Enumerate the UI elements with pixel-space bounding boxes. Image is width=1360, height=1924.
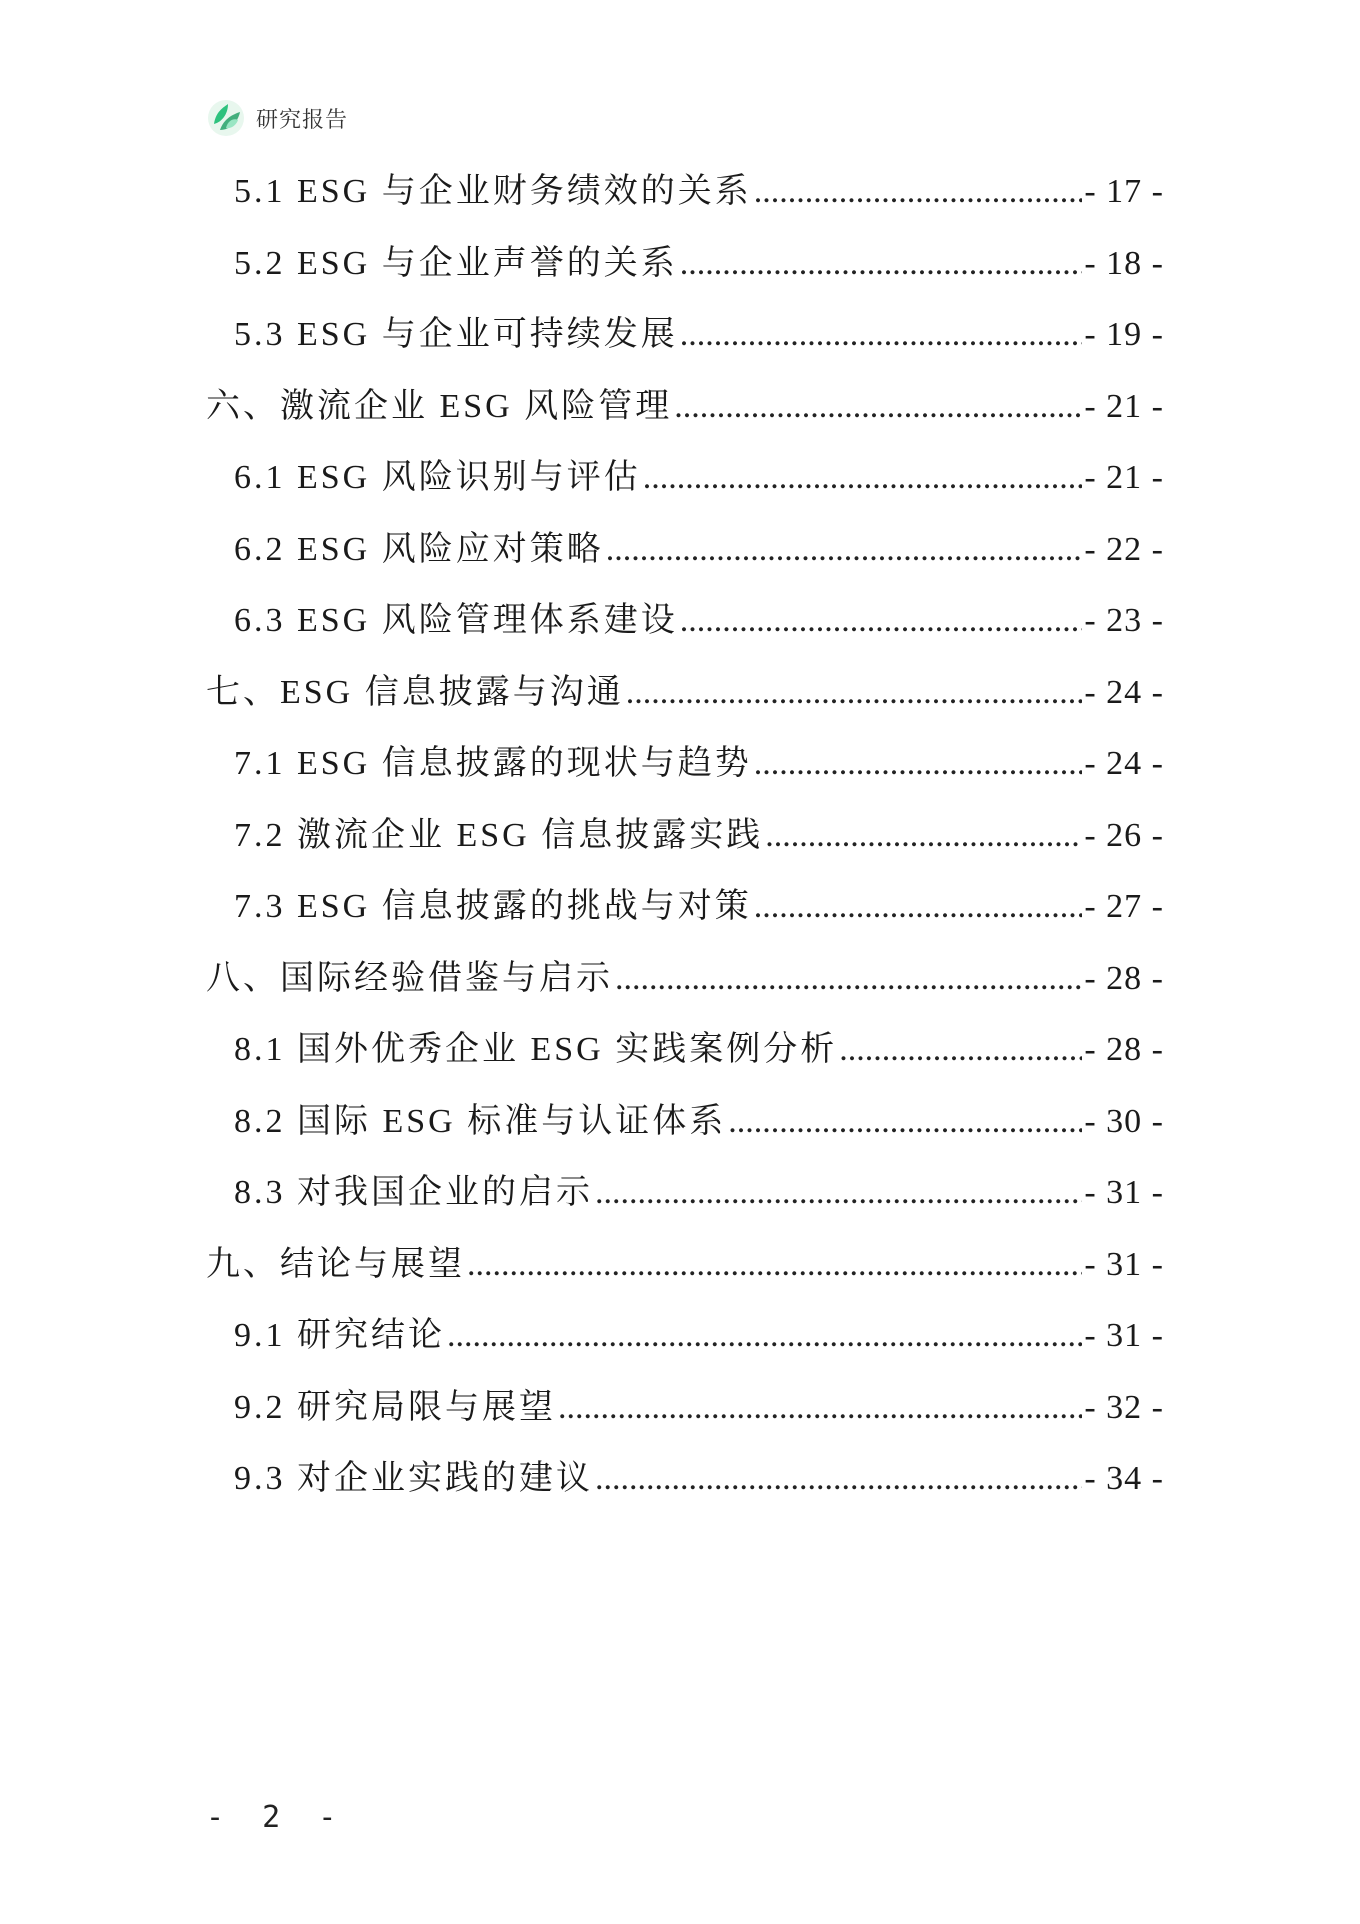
toc-entry[interactable]: [234, 1314, 1164, 1358]
toc-entry-page: - 23 -: [1084, 602, 1164, 639]
toc-entry-title: 5.1 ESG 与企业财务绩效的关系: [234, 173, 752, 210]
toc-dot-leader: [680, 599, 1083, 643]
toc-entry-page: - 32 -: [1084, 1388, 1164, 1426]
toc-entry[interactable]: [234, 1100, 1164, 1144]
toc-dot-leader: [606, 528, 1083, 572]
toc-entry-page: - 24 -: [1084, 745, 1164, 782]
toc-entry[interactable]: [234, 742, 1164, 786]
toc-entry-page: - 21 -: [1084, 459, 1164, 496]
toc-dot-leader: [754, 742, 1083, 786]
toc-entry-title: 八、国际经验借鉴与启示: [206, 959, 613, 997]
toc-dot-leader: [754, 885, 1083, 929]
toc-entry-page: - 34 -: [1084, 1460, 1164, 1497]
toc-entry[interactable]: [234, 313, 1164, 357]
toc-entry-page: - 28 -: [1084, 959, 1164, 997]
toc-entry-title: 6.3 ESG 风险管理体系建设: [234, 602, 678, 639]
toc-entry[interactable]: [234, 599, 1164, 643]
toc-entry-title: 8.1 国外优秀企业 ESG 实践案例分析: [234, 1031, 838, 1068]
toc-entry-title: 九、结论与展望: [206, 1245, 465, 1283]
toc-entry-page: - 24 -: [1084, 673, 1164, 711]
toc-dot-leader: [765, 814, 1082, 858]
toc-dot-leader: [558, 1386, 1082, 1430]
toc-entry[interactable]: [234, 456, 1164, 500]
toc-entry[interactable]: [206, 671, 1164, 715]
toc-entry-page: - 22 -: [1084, 530, 1164, 568]
toc-entry[interactable]: [234, 1028, 1164, 1072]
toc-entry-title: 6.1 ESG 风险识别与评估: [234, 459, 641, 496]
toc-entry[interactable]: [234, 814, 1164, 858]
report-header: [206, 98, 348, 138]
toc-entry-page: - 31 -: [1084, 1174, 1164, 1211]
green-leaf-logo-icon: [206, 98, 246, 138]
toc-entry-page: - 28 -: [1084, 1031, 1164, 1068]
toc-dot-leader: [754, 170, 1083, 214]
toc-entry-title: 8.3 对我国企业的启示: [234, 1174, 593, 1211]
toc-entry-title: 9.3 对企业实践的建议: [234, 1460, 593, 1497]
toc-entry[interactable]: [234, 1386, 1164, 1430]
toc-entry-page: - 17 -: [1084, 173, 1164, 210]
toc-entry-title: 7.2 激流企业 ESG 信息披露实践: [234, 816, 764, 854]
toc-dot-leader: [643, 456, 1083, 500]
toc-entry-title: 5.3 ESG 与企业可持续发展: [234, 316, 678, 353]
toc-entry-page: - 18 -: [1084, 244, 1164, 282]
toc-entry-title: 9.2 研究局限与展望: [234, 1388, 556, 1426]
toc-dot-leader: [595, 1171, 1082, 1215]
page-number: - 2 -: [206, 1800, 347, 1835]
toc-entry-title: 5.2 ESG 与企业声誉的关系: [234, 244, 678, 282]
toc-dot-leader: [626, 671, 1083, 715]
toc-dot-leader: [728, 1100, 1082, 1144]
toc-entry-title: 七、ESG 信息披露与沟通: [206, 673, 624, 711]
toc-entry-title: 8.2 国际 ESG 标准与认证体系: [234, 1102, 727, 1140]
toc-dot-leader: [839, 1028, 1082, 1072]
toc-dot-leader: [615, 957, 1082, 1001]
toc-entry[interactable]: [206, 385, 1164, 429]
toc-entry[interactable]: [234, 242, 1164, 286]
toc-entry[interactable]: [206, 957, 1164, 1001]
report-header-title: 研究报告: [256, 107, 349, 133]
toc-entry-title: 9.1 研究结论: [234, 1317, 445, 1354]
toc-entry-title: 六、激流企业 ESG 风险管理: [206, 387, 673, 425]
toc-entry-page: - 31 -: [1084, 1317, 1164, 1354]
toc-entry-page: - 30 -: [1084, 1102, 1164, 1140]
toc-entry-page: - 27 -: [1084, 888, 1164, 925]
toc-entry[interactable]: [234, 1171, 1164, 1215]
toc-dot-leader: [447, 1314, 1082, 1358]
toc-entry-title: 6.2 ESG 风险应对策略: [234, 530, 604, 568]
toc-entry-page: - 19 -: [1084, 316, 1164, 353]
toc-entry-page: - 26 -: [1084, 816, 1164, 854]
toc-entry-title: 7.1 ESG 信息披露的现状与趋势: [234, 745, 752, 782]
toc-entry-page: - 21 -: [1084, 387, 1164, 425]
toc-entry[interactable]: [234, 528, 1164, 572]
toc-dot-leader: [467, 1243, 1082, 1287]
toc-entry[interactable]: [206, 1243, 1164, 1287]
toc-dot-leader: [595, 1457, 1082, 1501]
toc-entry[interactable]: [234, 170, 1164, 214]
toc-entry[interactable]: [234, 1457, 1164, 1501]
toc-dot-leader: [680, 242, 1083, 286]
toc-dot-leader: [680, 313, 1083, 357]
toc-entry-page: - 31 -: [1084, 1245, 1164, 1283]
toc-dot-leader: [674, 385, 1082, 429]
toc-entry-title: 7.3 ESG 信息披露的挑战与对策: [234, 888, 752, 925]
toc-entry[interactable]: [234, 885, 1164, 929]
